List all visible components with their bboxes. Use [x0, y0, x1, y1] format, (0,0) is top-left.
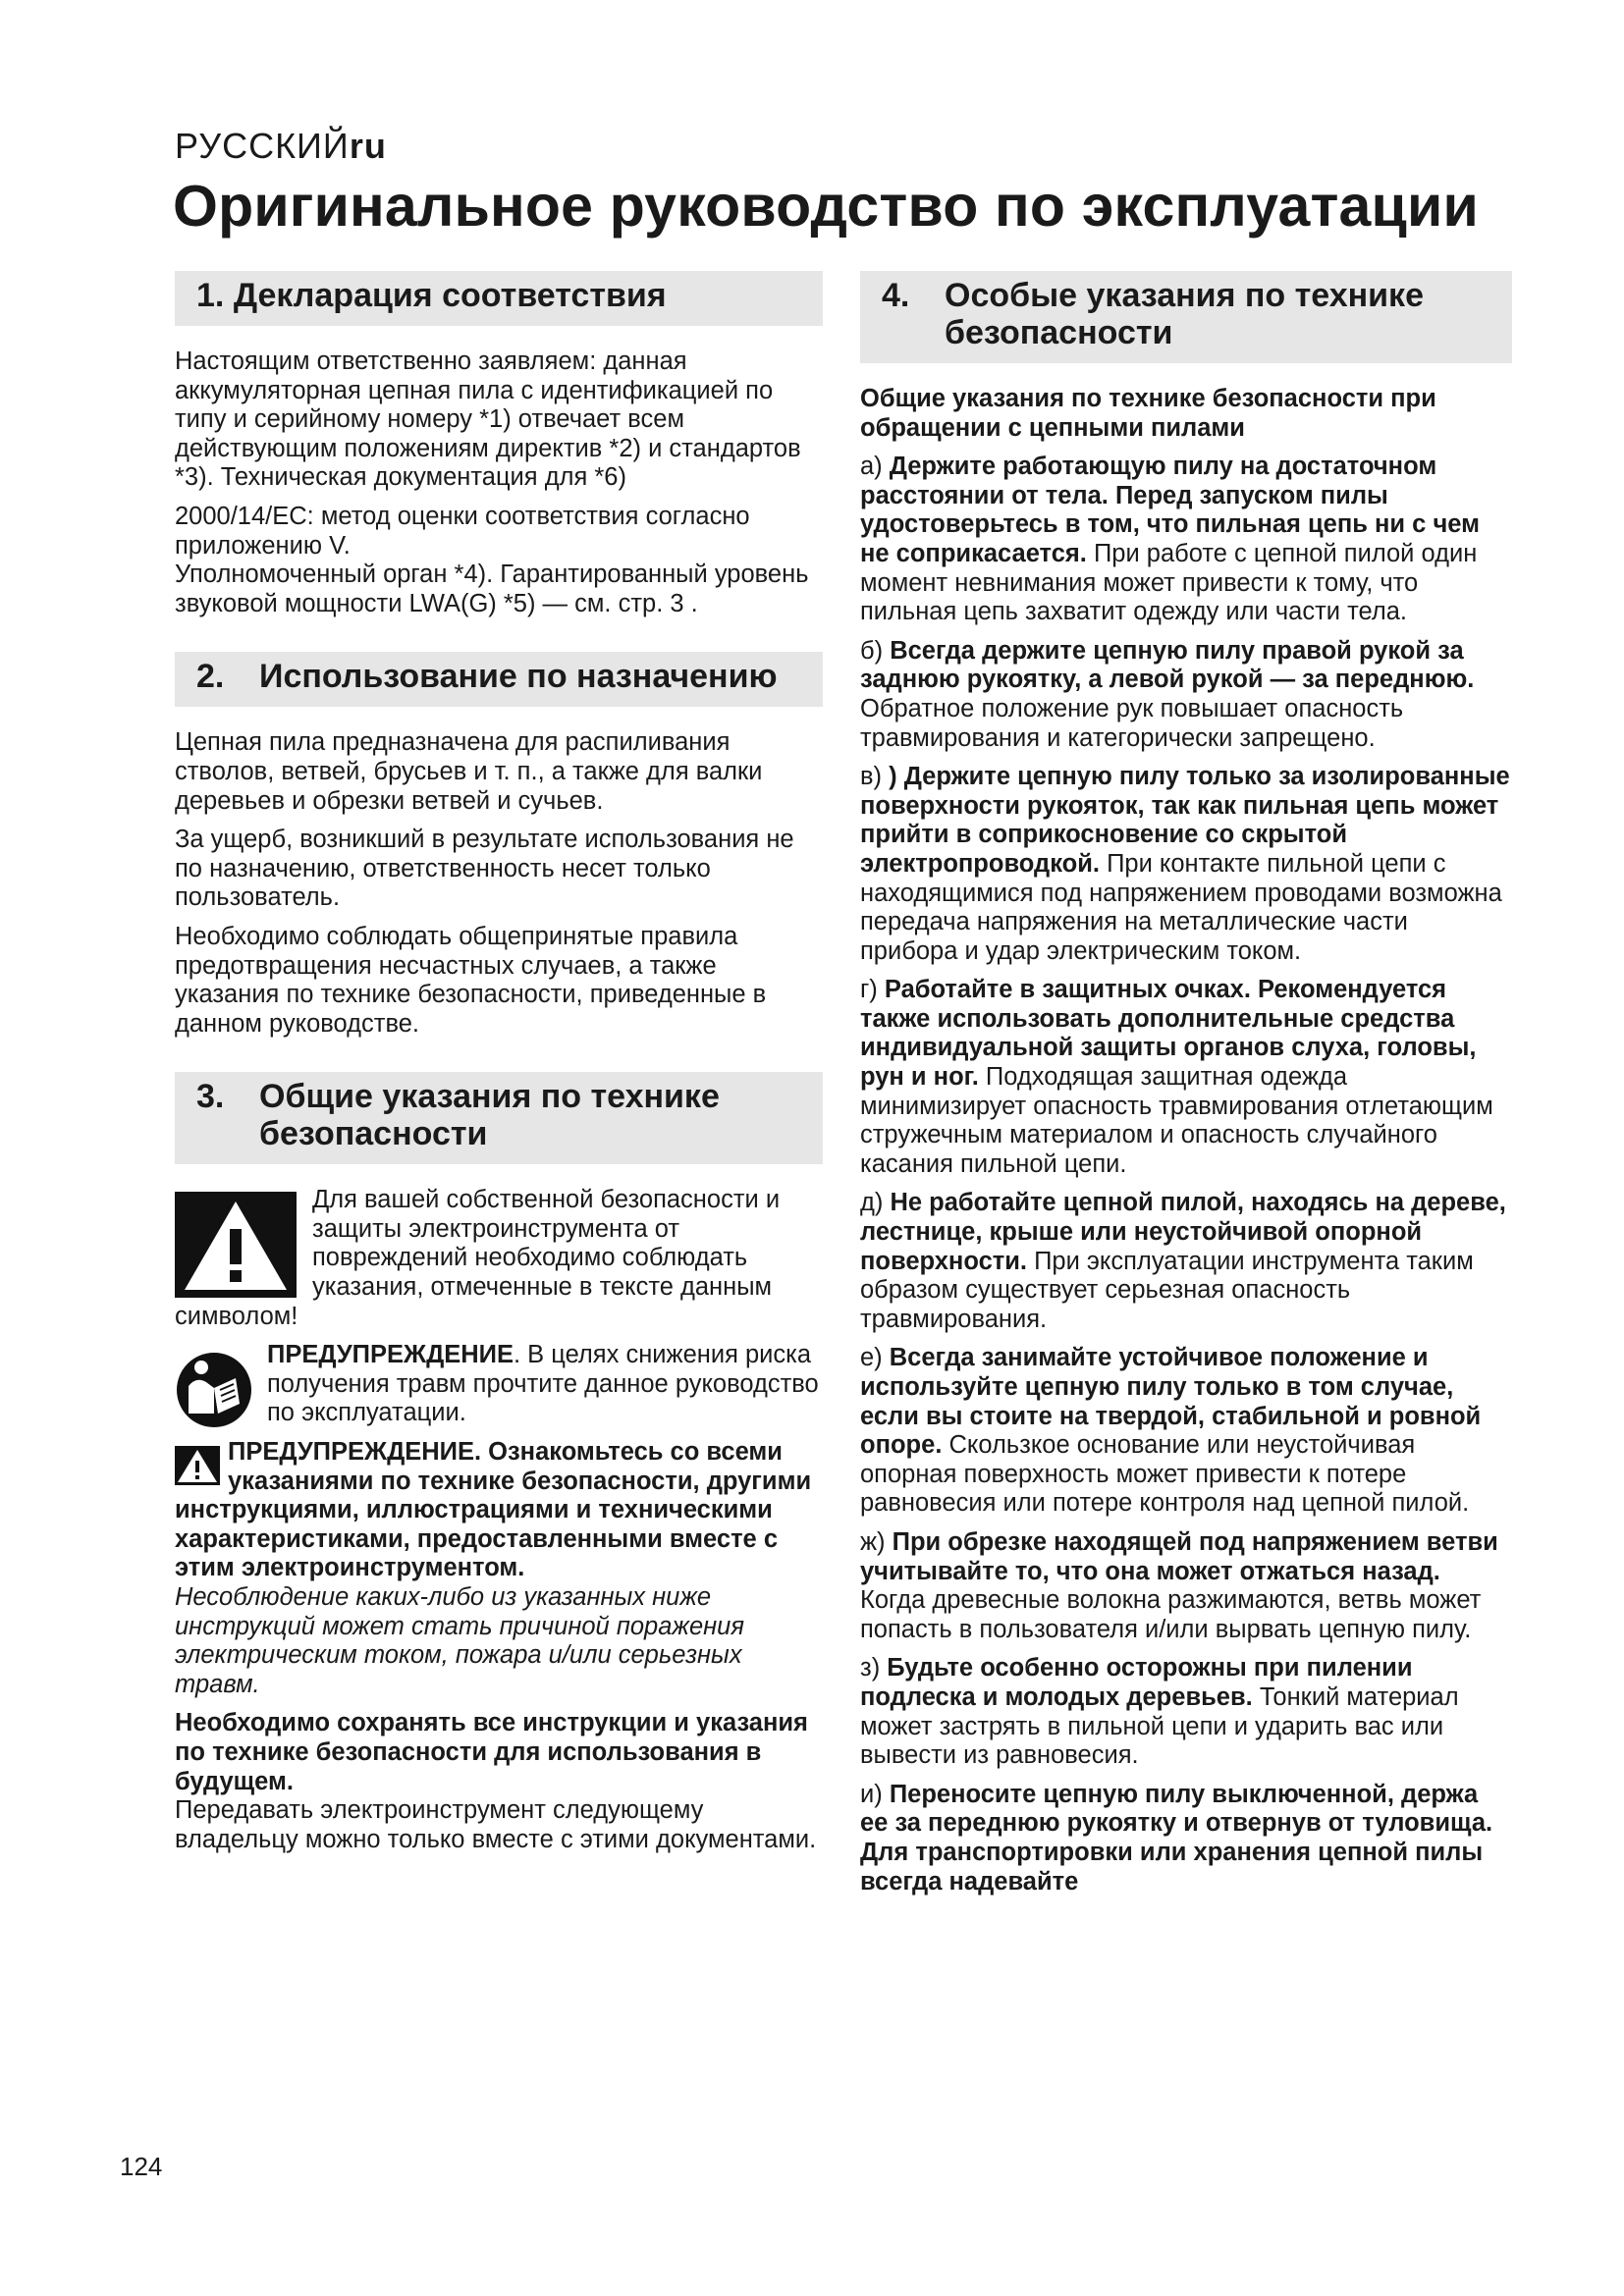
- section-4-heading: [860, 271, 1512, 363]
- list-item: г) Работайте в защитных очках. Рекомендуется также использовать дополнительные средства индивидуальной защиты органов слуха, головы, рун и ног. Подходящая защитная одежда минимизирует опасность травмирования отлетающим стружечным материалом и опасность случайного касания пильной цепи.: [860, 976, 1493, 1178]
- read-manual-note: [175, 1341, 823, 1438]
- list-item: д) Не работайте цепной пилой, находясь на дереве, лестнице, крыше или неустойчивой опорной поверхности. При эксплуатации инструмента таким образом существует серьезная опасность травмирования.: [860, 1189, 1506, 1333]
- list-item: и) Переносите цепную пилу выключенной, держа ее за переднюю рукоятку и отвернув от туловища. Для транспортировки или хранения цепной пилы всегда надевайте: [860, 1780, 1493, 1896]
- list-item: е) Всегда занимайте устойчивое положение и используйте цепную пилу только в том случае, если вы стоите на твердой, стабильной и ровной опоре. Скользкое основание или неустойчивая опорная поверхность может привести к потере равновесия или потере контроля над цепной пилой.: [860, 1344, 1482, 1518]
- paragraph: Настоящим ответственно заявляем: данная аккумуляторная цепная пила с идентификацией по типу и серийному номеру *1) отвечает всем действующим положениям директив *2) и стандартов *3). Техническая документация для *6): [175, 347, 801, 492]
- left-column: [175, 271, 823, 1864]
- paragraph: 2000/14/EC: метод оценки соответствия согласно приложению V.: [175, 502, 750, 560]
- general-warning: [175, 1438, 823, 1699]
- list-item: ж) При обрезке находящей под напряжением ветви учитывайте то, что она может отжаться назад. Когда древесные волокна разжимаются, ветвь может попасть в пользователя и/или вырвать цепную пилу.: [860, 1527, 1498, 1643]
- language-code: ru: [349, 126, 387, 166]
- warning-bold-text: ПРЕДУПРЕЖДЕНИЕ. Ознакомьтесь со всеми указаниями по технике безопасности, другими инструкциями, иллюстрациями и техническими характеристиками, предоставленными вместе с этим электроинструментом.: [175, 1438, 812, 1582]
- paragraph: Уполномоченный орган *4). Гарантированный уровень звуковой мощности LWA(G) *5) — см. стр. 3 .: [175, 561, 809, 617]
- paragraph: Цепная пила предназначена для распиливания стволов, ветвей, брусьев и т. п., а также для валки деревьев и обрезки ветвей и сучьев.: [175, 728, 763, 815]
- page-number: 124: [120, 2152, 163, 2181]
- right-column: [860, 271, 1512, 1906]
- section-title: Общие указания по технике безопасности: [259, 1078, 720, 1153]
- section-number: 4.: [882, 277, 910, 314]
- section-title: Декларация соответствия: [233, 277, 667, 314]
- paragraph: Для вашей собственной безопасности и защиты электроинструмента от повреждений необходимо соблюдать указания, отмеченные в тексте данным символом!: [175, 1186, 781, 1330]
- language-label: [175, 126, 387, 167]
- warning-italic-text: Несоблюдение каких-либо из указанных ниже инструкций может стать причиной поражения электрическим током, пожара и/или серьезных травм.: [175, 1583, 744, 1698]
- paragraph: Необходимо соблюдать общепринятые правила предотвращения несчастных случаев, а также указания по технике безопасности, приведенные в данном руководстве.: [175, 922, 767, 1038]
- section-title: Использование по назначению: [259, 658, 778, 696]
- list-item: б) Всегда держите цепную пилу правой рукой за заднюю рукоятку, а левой рукой — за переднюю. Обратное положение рук повышает опасность травмирования и категорически запрещено.: [860, 636, 1475, 752]
- section-title: Особые указания по технике безопасности: [945, 277, 1424, 351]
- safety-symbol-note: [175, 1186, 823, 1341]
- section-number: 3.: [196, 1078, 225, 1116]
- list-item: а) Держите работающую пилу на достаточном расстоянии от тела. Перед запуском пилы удостоверьтесь в том, что пильная цепь ни с чем не соприкасается. При работе с цепной пилой один момент невнимания может привести к тому, что пильная цепь захватит одежду или части тела.: [860, 453, 1480, 626]
- keep-instructions-text: Передавать электроинструмент следующему владельцу можно только вместе с этими документами.: [175, 1796, 817, 1853]
- warning-triangle-icon: [175, 1192, 297, 1298]
- paragraph: За ущерб, возникший в результате использования не по назначению, ответственность несет только пользователь.: [175, 826, 794, 912]
- keep-instructions-bold: Необходимо сохранять все инструкции и указания по технике безопасности для использования в будущем.: [175, 1709, 808, 1795]
- page-title: Оригинальное руководство по эксплуатации: [173, 174, 1479, 239]
- section-number: 2.: [196, 658, 225, 696]
- section-1-heading: [175, 271, 823, 326]
- warning-label: ПРЕДУПРЕЖДЕНИЕ: [267, 1341, 514, 1369]
- section-3-heading: [175, 1072, 823, 1164]
- subsection-title: Общие указания по технике безопасности при обращении с цепными пилами: [860, 385, 1436, 442]
- list-item: з) Будьте особенно осторожны при пилении подлеска и молодых деревьев. Тонкий материал может застрять в пильной цепи и ударить вас или вывести из равновесия.: [860, 1654, 1459, 1770]
- section-2-heading: [175, 652, 823, 707]
- warning-text: . В целях снижения риска получения травм прочтите данное руководство по эксплуатации.: [267, 1341, 819, 1427]
- read-manual-icon: [175, 1347, 253, 1431]
- section-number: 1.: [196, 277, 225, 314]
- language-name: РУССКИЙ: [175, 126, 350, 166]
- warning-triangle-icon: [175, 1446, 220, 1485]
- list-item: в) ) Держите цепную пилу только за изолированные поверхности рукояток, так как пильная цепь может прийти в соприкосновение со скрытой электропроводкой. При контакте пильной цепи с находящимися под напряжением проводами возможна передача напряжения на металлические части прибора и удар электрическим током.: [860, 763, 1510, 965]
